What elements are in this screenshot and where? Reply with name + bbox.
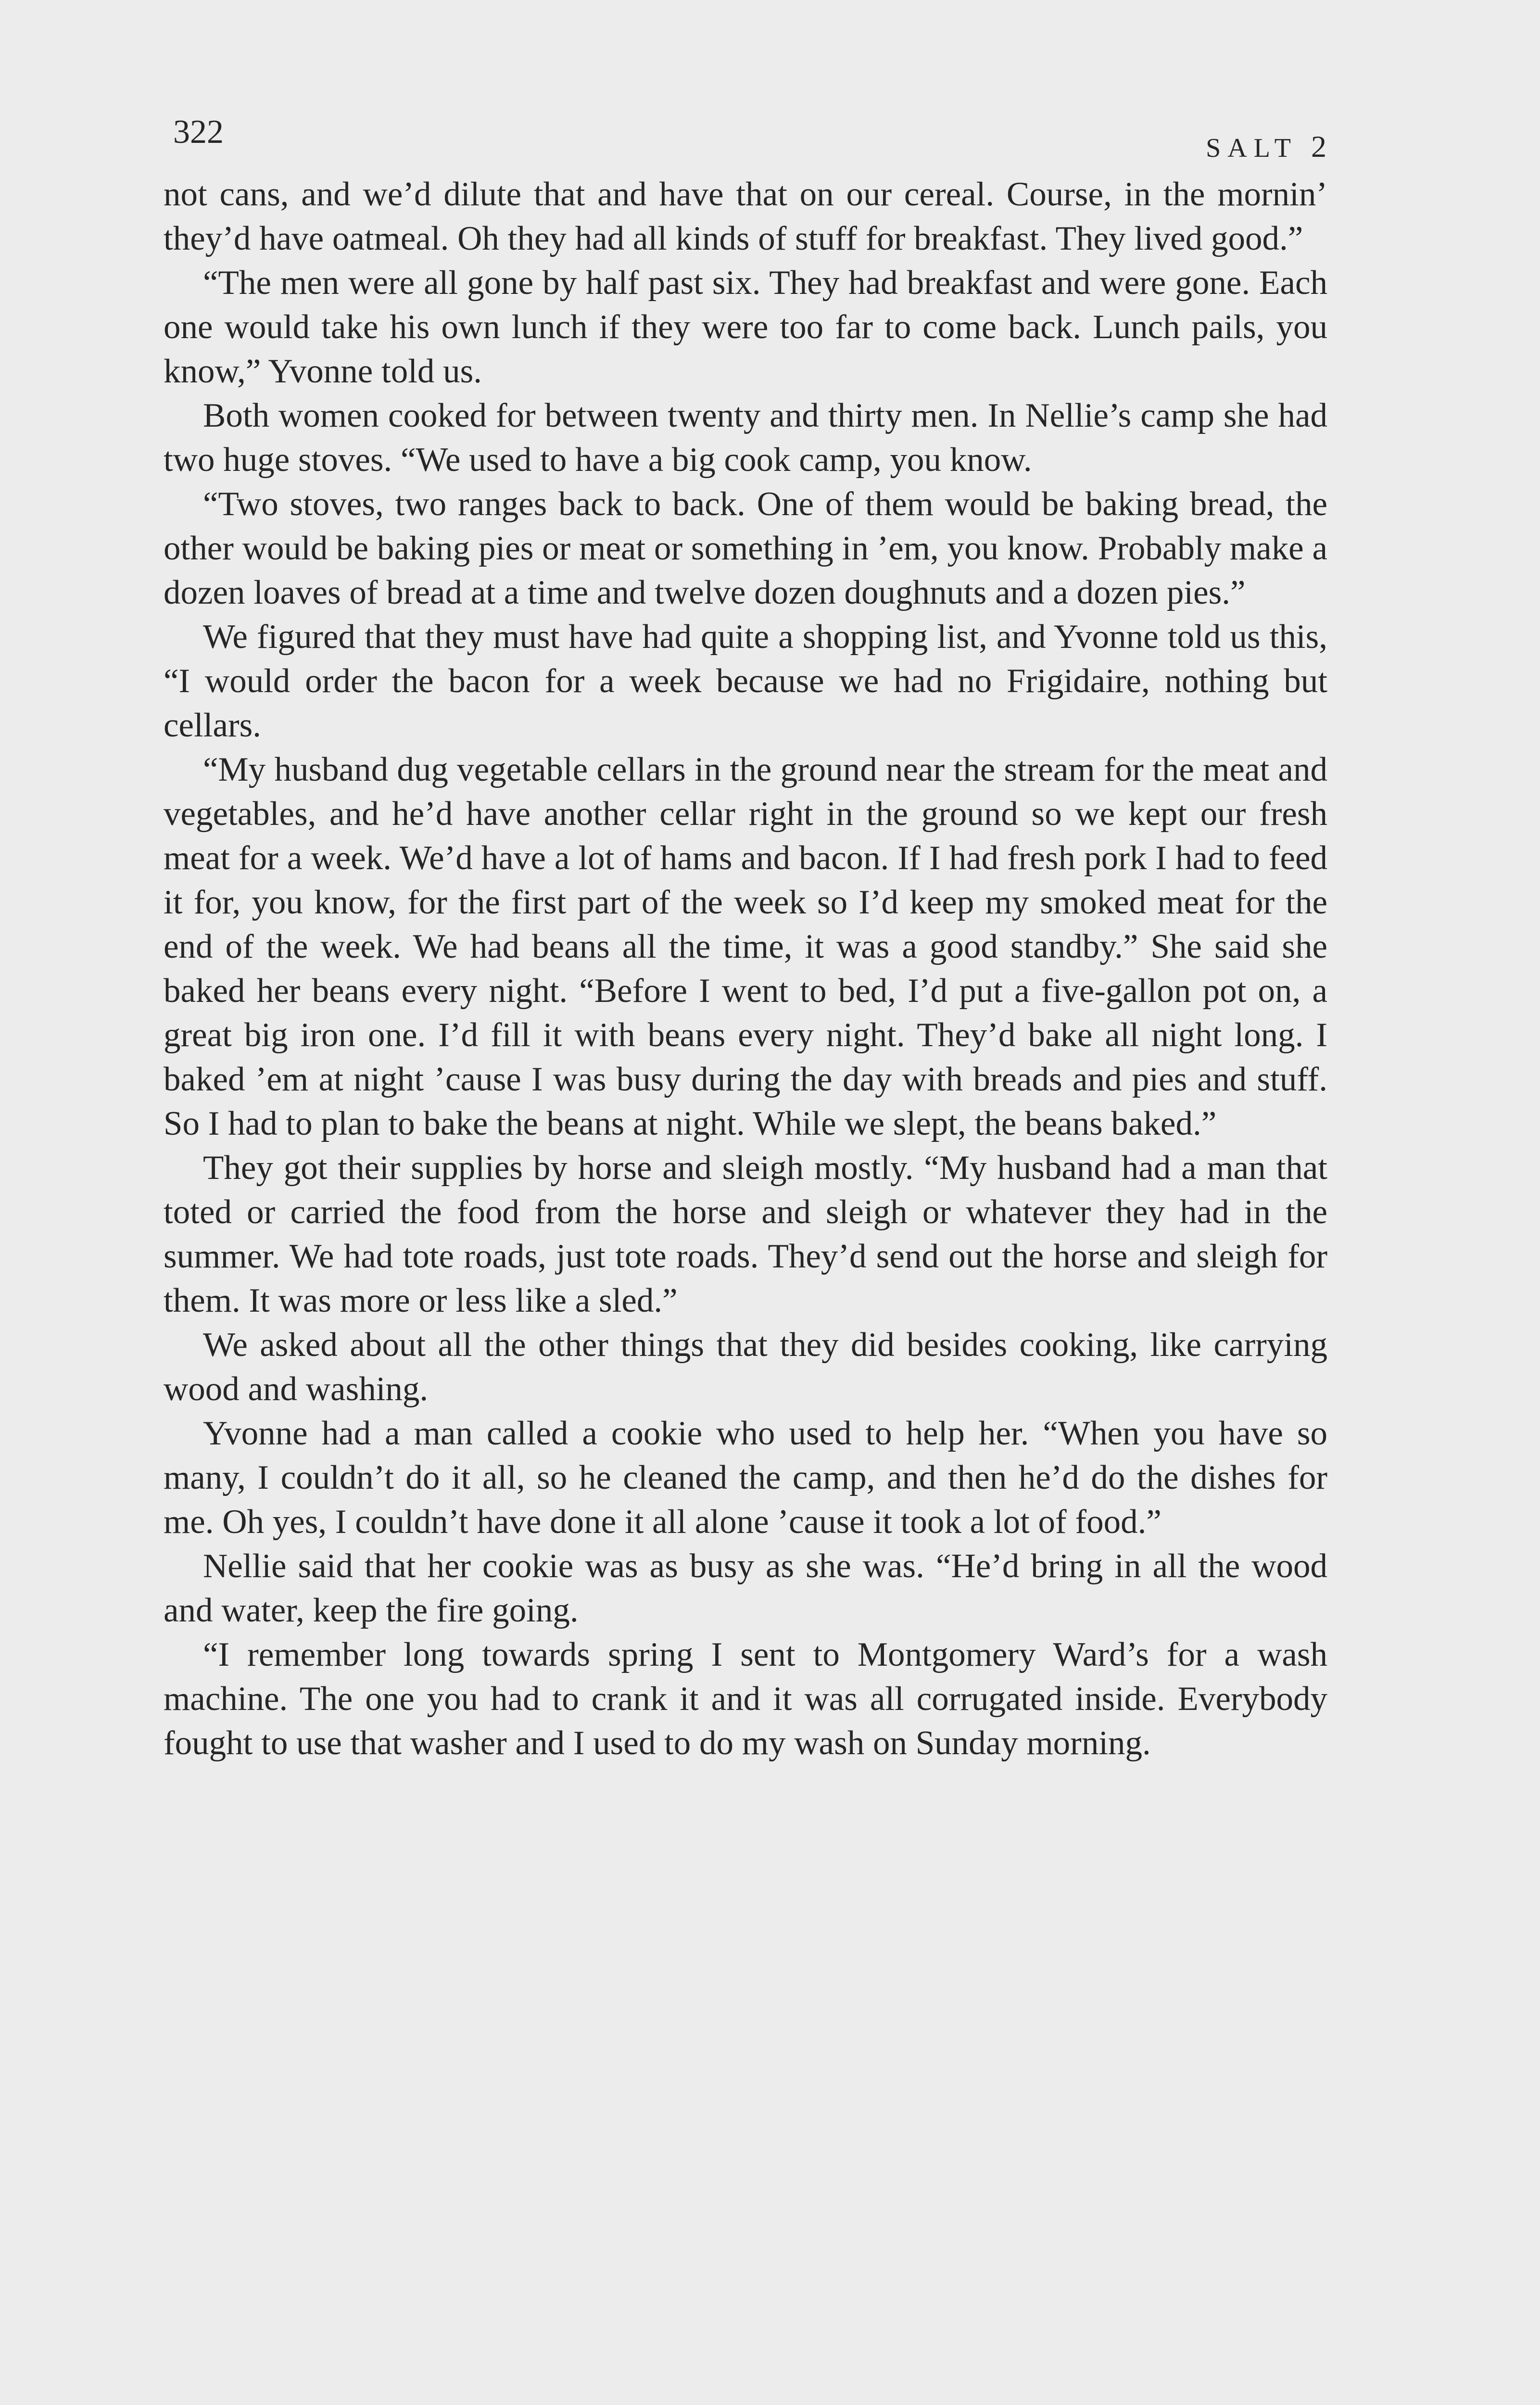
running-head-title: SALT	[1206, 133, 1298, 163]
running-head-volume: 2	[1311, 129, 1332, 164]
paragraph-11: “I remember long towards spring I sent to Montgomery Ward’s for a wash machine. The one you had to crank it and it was all corrugated inside. Everybody fought to use that washer and I used to do my wash on Sunday morning.	[164, 1636, 1327, 1762]
paragraph-3: Both women cooked for between twenty and thirty men. In Nellie’s camp she had two huge stoves. “We used to have a big cook camp, you know.	[164, 397, 1327, 479]
paragraph-1: not cans, and we’d dilute that and have that on our cereal. Course, in the mornin’ they’d have oatmeal. Oh they had all kinds of stuff for breakfast. They lived good.”	[164, 176, 1327, 257]
paragraph-8: We asked about all the other things that they did besides cooking, like carrying wood and washing.	[164, 1326, 1327, 1408]
paragraph-5: We figured that they must have had quite a shopping list, and Yvonne told us this, “I would order the bacon for a week because we had no Frigidaire, nothing but cellars.	[164, 618, 1327, 744]
body-text	[164, 172, 1327, 1765]
paragraph-7: They got their supplies by horse and sleigh mostly. “My husband had a man that toted or carried the food from the horse and sleigh or whatever they had in the summer. We had tote roads, just tote roads. They’d send out the horse and sleigh for them. It was more or less like a sled.”	[164, 1149, 1327, 1319]
running-head	[1206, 123, 1332, 172]
paragraph-6: “My husband dug vegetable cellars in the ground near the stream for the meat and vegetables, and he’d have another cellar right in the ground so we kept our fresh meat for a week. We’d have a lot of hams and bacon. If I had fresh pork I had to feed it for, you know, for the first part of the week so I’d keep my smoked meat for the end of the week. We had beans all the time, it was a good standby.” She said she baked her beans every night. “Before I went to bed, I’d put a five-gallon pot on, a great big iron one. I’d fill it with beans every night. They’d bake all night long. I baked ’em at night ’cause I was busy during the day with breads and pies and stuff. So I had to plan to bake the beans at night. While we slept, the beans baked.”	[164, 751, 1327, 1142]
page-header	[168, 108, 1332, 166]
paragraph-2: “The men were all gone by half past six. They had breakfast and were gone. Each one would take his own lunch if they were too far to come back. Lunch pails, you know,” Yvonne told us.	[164, 264, 1327, 390]
paragraph-9: Yvonne had a man called a cookie who used to help her. “When you have so many, I couldn’t do it all, so he cleaned the camp, and then he’d do the dishes for me. Oh yes, I couldn’t have done it all alone ’cause it took a lot of food.”	[164, 1415, 1327, 1541]
paragraph-4: “Two stoves, two ranges back to back. One of them would be baking bread, the other would be baking pies or meat or something in ’em, you know. Probably make a dozen loaves of bread at a time and twelve dozen doughnuts and a dozen pies.”	[164, 485, 1327, 611]
paragraph-10: Nellie said that her cookie was as busy as she was. “He’d bring in all the wood and water, keep the fire going.	[164, 1547, 1327, 1629]
page-number: 322	[173, 114, 224, 151]
